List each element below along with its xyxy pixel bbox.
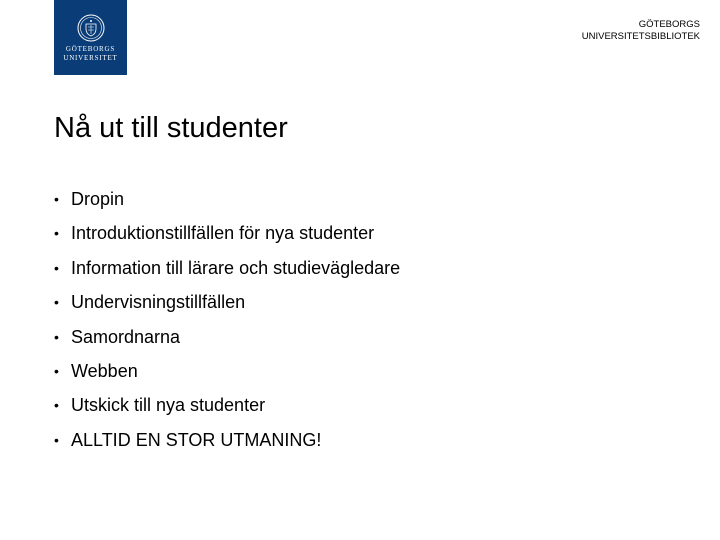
bullet-item [54,186,400,220]
bullet-text: Introduktionstillfällen för nya studenter [71,223,375,244]
bullet-text: Webben [71,360,138,381]
bullet-icon: • [54,259,59,276]
logo-text [63,45,117,63]
bullet-text: Information till lärare och studievägledare [71,257,401,278]
bullet-item [54,358,400,392]
bullet-item [54,255,400,289]
university-seal-icon [77,14,105,42]
library-name [582,19,700,43]
bullet-icon: • [54,397,59,414]
bullet-item [54,427,400,461]
bullet-list [54,186,400,461]
bullet-icon: • [54,328,59,345]
bullet-text: ALLTID EN STOR UTMANING! [71,429,322,450]
library-name-line-1: GÖTEBORGS [638,19,700,30]
library-name-line-2: UNIVERSITETSBIBLIOTEK [581,31,700,42]
bullet-item [54,392,400,426]
bullet-icon: • [54,225,59,242]
slide-title: Nå ut till studenter [54,112,288,144]
logo-line-1: GÖTEBORGS [65,45,116,53]
bullet-icon: • [54,431,59,448]
bullet-item [54,324,400,358]
bullet-item [54,289,400,323]
bullet-icon: • [54,191,59,207]
bullet-icon: • [54,294,59,311]
bullet-icon: • [54,362,59,379]
bullet-text: Dropin [71,189,125,209]
logo-line-2: UNIVERSITET [63,54,118,62]
bullet-item [54,220,400,254]
bullet-text: Utskick till nya studenter [71,395,266,416]
bullet-text: Undervisningstillfällen [71,292,246,313]
university-logo [54,0,127,75]
bullet-text: Samordnarna [71,326,181,347]
